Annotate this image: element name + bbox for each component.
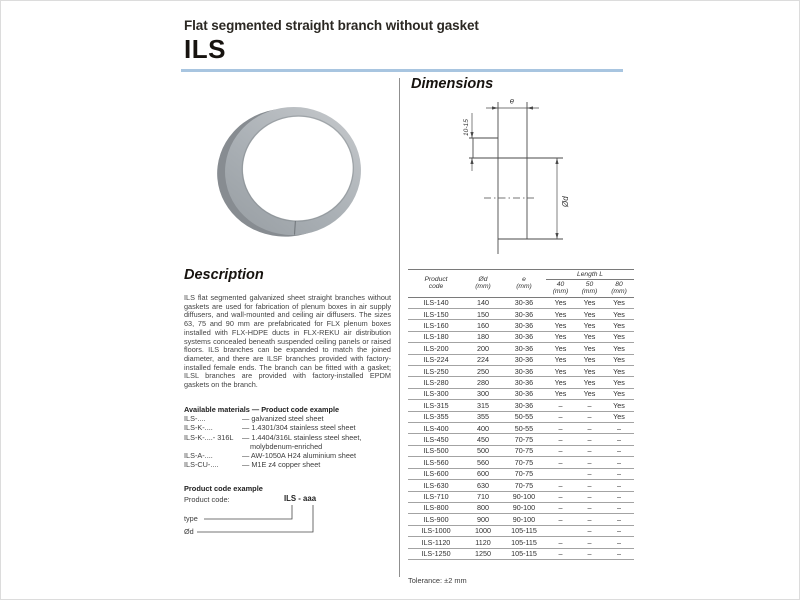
description-body: ILS flat segmented galvanized sheet straight branches without gaskets are used for fabrication of plenum boxes in air supply diffusers, and wall-mounted and ceiling air diffusers. The sizes 63, 75 and 90 mm are prefabricated for FLX plenum boxes installed with FLX-HDPE ducts in FLX-REKU air distribution systems concealed beneath suspended ceiling panels or raised floors. ILS branches can be expanded to match the joined diameter, and there are ILSF branches provided with factory-installed female ends. The branch can be fitted with a gasket; ILSL branches are provided with factory-installed EPDM gaskets on the branch. (184, 293, 391, 390)
cell-diameter: 710 (464, 491, 502, 502)
cell-diameter: 150 (464, 309, 502, 320)
table-row (408, 491, 634, 502)
header-length-group: Length L (546, 270, 634, 280)
cell-e: 90-100 (502, 514, 546, 525)
cell-length-40: – (546, 491, 575, 502)
cell-length-40: Yes (546, 354, 575, 365)
dimensions-heading: Dimensions (411, 76, 494, 92)
cell-diameter: 400 (464, 423, 502, 434)
cell-length-80: – (604, 491, 634, 502)
cell-length-80: Yes (604, 343, 634, 354)
materials-heading: Available materials — Product code example (184, 405, 340, 414)
table-row (408, 343, 634, 354)
dim-label-diameter: Ød (561, 196, 570, 207)
cell-length-50: Yes (575, 309, 604, 320)
cell-length-40: – (546, 480, 575, 491)
cell-length-50: – (575, 400, 604, 411)
spec-table-body (408, 297, 634, 559)
table-row (408, 331, 634, 342)
cell-e: 90-100 (502, 491, 546, 502)
cell-e: 70-75 (502, 457, 546, 468)
cell-e: 105-115 (502, 525, 546, 536)
cell-product-code: ILS-500 (408, 445, 464, 456)
cell-length-50: – (575, 468, 604, 479)
cell-length-50: – (575, 525, 604, 536)
cell-e: 70-75 (502, 434, 546, 445)
product-code-label: Product code: (184, 495, 230, 504)
cell-length-80: – (604, 445, 634, 456)
tolerance-note: Tolerance: ±2 mm (408, 576, 467, 585)
cell-length-80: – (604, 548, 634, 559)
cell-diameter: 300 (464, 388, 502, 399)
description-heading: Description (184, 267, 264, 283)
cell-length-80: Yes (604, 320, 634, 331)
material-item (184, 451, 392, 460)
column-divider (399, 78, 400, 577)
cell-e: 50-55 (502, 423, 546, 434)
dimension-drawing (431, 87, 636, 265)
cell-product-code: ILS-180 (408, 331, 464, 342)
cell-e: 70-75 (502, 445, 546, 456)
cell-length-50: Yes (575, 320, 604, 331)
table-row (408, 377, 634, 388)
cell-length-40: Yes (546, 309, 575, 320)
cell-length-80: Yes (604, 297, 634, 308)
cell-length-80: Yes (604, 388, 634, 399)
cell-length-40: – (546, 400, 575, 411)
cell-product-code: ILS-150 (408, 309, 464, 320)
material-code: ILS-CU-.... (184, 460, 219, 470)
cell-length-80: Yes (604, 377, 634, 388)
material-item (184, 460, 392, 469)
table-row (408, 320, 634, 331)
table-row (408, 502, 634, 513)
cell-length-50: – (575, 502, 604, 513)
cell-length-50: – (575, 445, 604, 456)
material-description: — galvanized steel sheet (242, 414, 324, 424)
cell-length-80: – (604, 457, 634, 468)
cell-diameter: 800 (464, 502, 502, 513)
cell-length-40: Yes (546, 320, 575, 331)
header-length-40: 40 (mm) (546, 280, 575, 297)
cell-length-40: Yes (546, 297, 575, 308)
cell-length-80: Yes (604, 400, 634, 411)
cell-e: 30-36 (502, 377, 546, 388)
cell-product-code: ILS-900 (408, 514, 464, 525)
cell-product-code: ILS-1120 (408, 537, 464, 548)
cell-e: 30-36 (502, 400, 546, 411)
materials-list (184, 414, 392, 469)
material-code: ILS-K-....- 316L (184, 432, 234, 442)
cell-diameter: 355 (464, 411, 502, 422)
cell-diameter: 180 (464, 331, 502, 342)
product-photo-ring (209, 97, 377, 247)
cell-length-80: – (604, 537, 634, 548)
cell-length-50: Yes (575, 297, 604, 308)
cell-product-code: ILS-160 (408, 320, 464, 331)
material-item (184, 414, 392, 423)
cell-diameter: 500 (464, 445, 502, 456)
table-row (408, 366, 634, 377)
cell-e: 70-75 (502, 480, 546, 491)
cell-product-code: ILS-560 (408, 457, 464, 468)
cell-product-code: ILS-280 (408, 377, 464, 388)
cell-diameter: 315 (464, 400, 502, 411)
cell-diameter: 1000 (464, 525, 502, 536)
cell-length-50: Yes (575, 343, 604, 354)
material-description: — AW-1050A H24 aluminium sheet (242, 451, 356, 461)
product-code-title: ILS (184, 34, 226, 64)
cell-length-80: Yes (604, 331, 634, 342)
cell-product-code: ILS-224 (408, 354, 464, 365)
cell-diameter: 200 (464, 343, 502, 354)
dim-label-flange: 10-15 (463, 119, 470, 136)
product-code-connector-lines (184, 503, 394, 539)
cell-product-code: ILS-600 (408, 468, 464, 479)
cell-product-code: ILS-250 (408, 366, 464, 377)
cell-length-80: – (604, 423, 634, 434)
table-row (408, 411, 634, 422)
cell-product-code: ILS-630 (408, 480, 464, 491)
cell-length-40: Yes (546, 377, 575, 388)
page-title: Flat segmented straight branch without gasket (184, 18, 479, 33)
cell-length-40: Yes (546, 366, 575, 377)
cell-length-80: Yes (604, 366, 634, 377)
cell-e: 30-36 (502, 297, 546, 308)
cell-product-code: ILS-140 (408, 297, 464, 308)
table-row (408, 537, 634, 548)
cell-e: 105-115 (502, 548, 546, 559)
cell-e: 90-100 (502, 502, 546, 513)
cell-length-40: – (546, 445, 575, 456)
product-code-diameter-label: Ød (184, 527, 194, 536)
cell-e: 30-36 (502, 354, 546, 365)
cell-product-code: ILS-1000 (408, 525, 464, 536)
material-code: ILS-.... (184, 414, 206, 424)
cell-length-80: – (604, 468, 634, 479)
header-product-code: Product code (408, 270, 464, 298)
table-row (408, 525, 634, 536)
cell-length-40: – (546, 457, 575, 468)
cell-diameter: 140 (464, 297, 502, 308)
cell-diameter: 160 (464, 320, 502, 331)
header-length-80: 80 (mm) (604, 280, 634, 297)
cell-length-50: Yes (575, 354, 604, 365)
cell-length-80: – (604, 525, 634, 536)
dim-label-e: e (509, 96, 515, 106)
product-code-type-label: type (184, 514, 198, 523)
table-row (408, 388, 634, 399)
cell-product-code: ILS-400 (408, 423, 464, 434)
cell-length-80: – (604, 480, 634, 491)
cell-diameter: 224 (464, 354, 502, 365)
cell-length-40: – (546, 514, 575, 525)
product-code-example-heading: Product code example (184, 484, 263, 493)
cell-length-40: Yes (546, 331, 575, 342)
cell-length-50: – (575, 548, 604, 559)
cell-length-80: Yes (604, 354, 634, 365)
cell-length-50: – (575, 434, 604, 445)
cell-length-80: – (604, 514, 634, 525)
materials-section (184, 405, 392, 469)
cell-diameter: 1120 (464, 537, 502, 548)
spec-table-header (408, 270, 634, 298)
cell-length-50: – (575, 491, 604, 502)
cell-length-50: – (575, 411, 604, 422)
table-row (408, 514, 634, 525)
product-code-value: ILS - aaa (284, 494, 317, 503)
table-row (408, 434, 634, 445)
material-description: — 1.4404/316L stainless steel sheet, molybdenum-enriched (242, 432, 362, 451)
cell-e: 30-36 (502, 366, 546, 377)
spec-table (408, 269, 634, 560)
cell-length-50: – (575, 480, 604, 491)
cell-e: 30-36 (502, 320, 546, 331)
table-row (408, 400, 634, 411)
header-e: e (mm) (502, 270, 546, 298)
cell-length-40: – (546, 434, 575, 445)
table-row (408, 457, 634, 468)
material-description: — M1E z4 copper sheet (242, 460, 321, 470)
cell-e: 30-36 (502, 343, 546, 354)
table-row (408, 445, 634, 456)
cell-diameter: 630 (464, 480, 502, 491)
material-code: ILS-A-.... (184, 451, 213, 461)
cell-product-code: ILS-300 (408, 388, 464, 399)
table-row (408, 480, 634, 491)
accent-rule (181, 69, 623, 72)
header-diameter: Ød (mm) (464, 270, 502, 298)
table-row (408, 468, 634, 479)
cell-product-code: ILS-355 (408, 411, 464, 422)
material-item (184, 423, 392, 432)
cell-length-50: – (575, 537, 604, 548)
cell-length-80: Yes (604, 309, 634, 320)
cell-e: 30-36 (502, 309, 546, 320)
table-row (408, 309, 634, 320)
cell-length-50: – (575, 514, 604, 525)
cell-length-40 (546, 468, 575, 479)
cell-diameter: 600 (464, 468, 502, 479)
cell-diameter: 900 (464, 514, 502, 525)
cell-length-40: – (546, 537, 575, 548)
cell-product-code: ILS-450 (408, 434, 464, 445)
cell-e: 30-36 (502, 331, 546, 342)
cell-length-40: – (546, 423, 575, 434)
cell-length-40: – (546, 502, 575, 513)
cell-product-code: ILS-710 (408, 491, 464, 502)
cell-product-code: ILS-800 (408, 502, 464, 513)
cell-length-40: Yes (546, 343, 575, 354)
material-code: ILS-K-.... (184, 423, 213, 433)
cell-length-40 (546, 525, 575, 536)
cell-diameter: 1250 (464, 548, 502, 559)
cell-length-80: – (604, 434, 634, 445)
table-row (408, 548, 634, 559)
cell-diameter: 280 (464, 377, 502, 388)
cell-diameter: 450 (464, 434, 502, 445)
cell-product-code: ILS-200 (408, 343, 464, 354)
cell-length-50: Yes (575, 388, 604, 399)
cell-e: 105-115 (502, 537, 546, 548)
cell-diameter: 250 (464, 366, 502, 377)
table-row (408, 354, 634, 365)
cell-length-40: – (546, 548, 575, 559)
cell-length-50: Yes (575, 366, 604, 377)
cell-length-40: – (546, 411, 575, 422)
cell-length-50: – (575, 457, 604, 468)
material-item (184, 433, 392, 451)
cell-e: 70-75 (502, 468, 546, 479)
table-row (408, 423, 634, 434)
header-length-50: 50 (mm) (575, 280, 604, 297)
material-description: — 1.4301/304 stainless steel sheet (242, 423, 356, 433)
cell-length-50: – (575, 423, 604, 434)
cell-e: 30-36 (502, 388, 546, 399)
cell-length-50: Yes (575, 377, 604, 388)
cell-length-80: Yes (604, 411, 634, 422)
cell-length-40: Yes (546, 388, 575, 399)
cell-diameter: 560 (464, 457, 502, 468)
cell-e: 50-55 (502, 411, 546, 422)
table-row (408, 297, 634, 308)
cell-length-80: – (604, 502, 634, 513)
cell-product-code: ILS-315 (408, 400, 464, 411)
cell-length-50: Yes (575, 331, 604, 342)
cell-product-code: ILS-1250 (408, 548, 464, 559)
